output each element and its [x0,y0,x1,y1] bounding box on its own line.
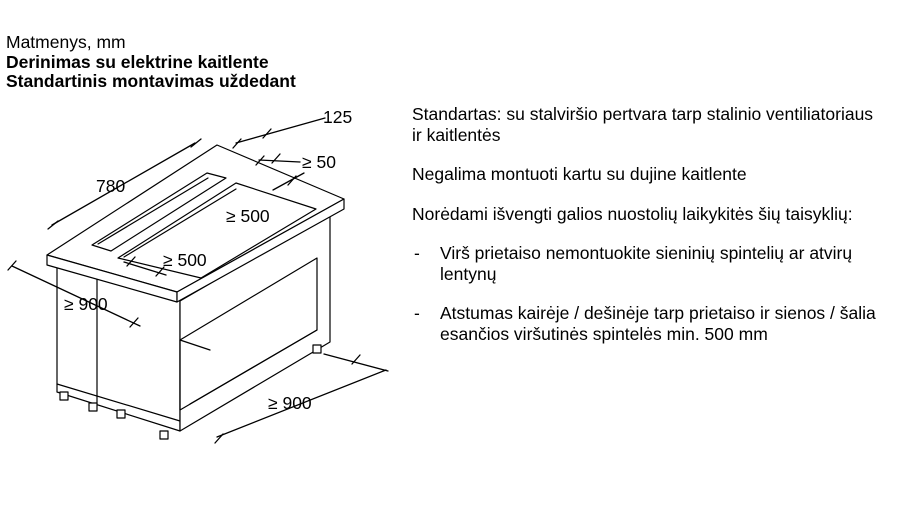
dim-900-right-tick-a [215,434,223,443]
dim-900-left-label: ≥ 900 [64,294,108,314]
dim-900-left-tick-a [8,261,16,270]
dim-780-tick-b [191,139,201,147]
note-item-no-cabinets [412,243,882,284]
note-rules-intro: Norėdami išvengti galios nuostolių laikykitės šių taisyklių: [412,203,853,224]
note-item-text: Atstumas kairėje / dešinėje tarp prietaiso ir sienos / šalia esančios viršutinės spintelės min. 500 mm [440,303,876,344]
dim-50-label: ≥ 50 [302,152,336,172]
dim-50-tick-b [272,154,280,163]
dim-900-right-label: ≥ 900 [268,393,312,413]
dim-125-tick-a [233,139,241,148]
dim-500a-label: ≥ 500 [226,206,270,226]
note-item-text: Virš prietaiso nemontuokite sieninių spintelių ar atvirų lentynų [440,243,853,284]
dash-bullet: - [414,303,420,323]
note-standard: Standartas: su stalviršio pertvara tarp stalinio ventiliatoriaus ir kaitlentės [412,104,874,145]
note-item-distance [412,303,882,344]
combination-title: Derinimas su elektrine kaitlente [6,51,269,72]
dim-900-right-ext [324,354,388,371]
dim-50-line [259,160,300,162]
installation-drawing [0,0,400,506]
dim-125-line [236,118,325,143]
dim-780-tick-a [48,221,58,229]
installation-notes [412,104,882,363]
dimensions-title: Matmenys, mm [6,32,126,52]
dash-bullet: - [414,243,420,263]
note-no-gas-hob: Negalima montuoti kartu su dujine kaitlente [412,164,747,184]
dim-125-label: 125 [323,107,353,127]
dim-500b-label: ≥ 500 [163,250,207,270]
installation-title: Standartinis montavimas uždedant [6,71,296,91]
dim-780-label: 780 [96,176,126,196]
